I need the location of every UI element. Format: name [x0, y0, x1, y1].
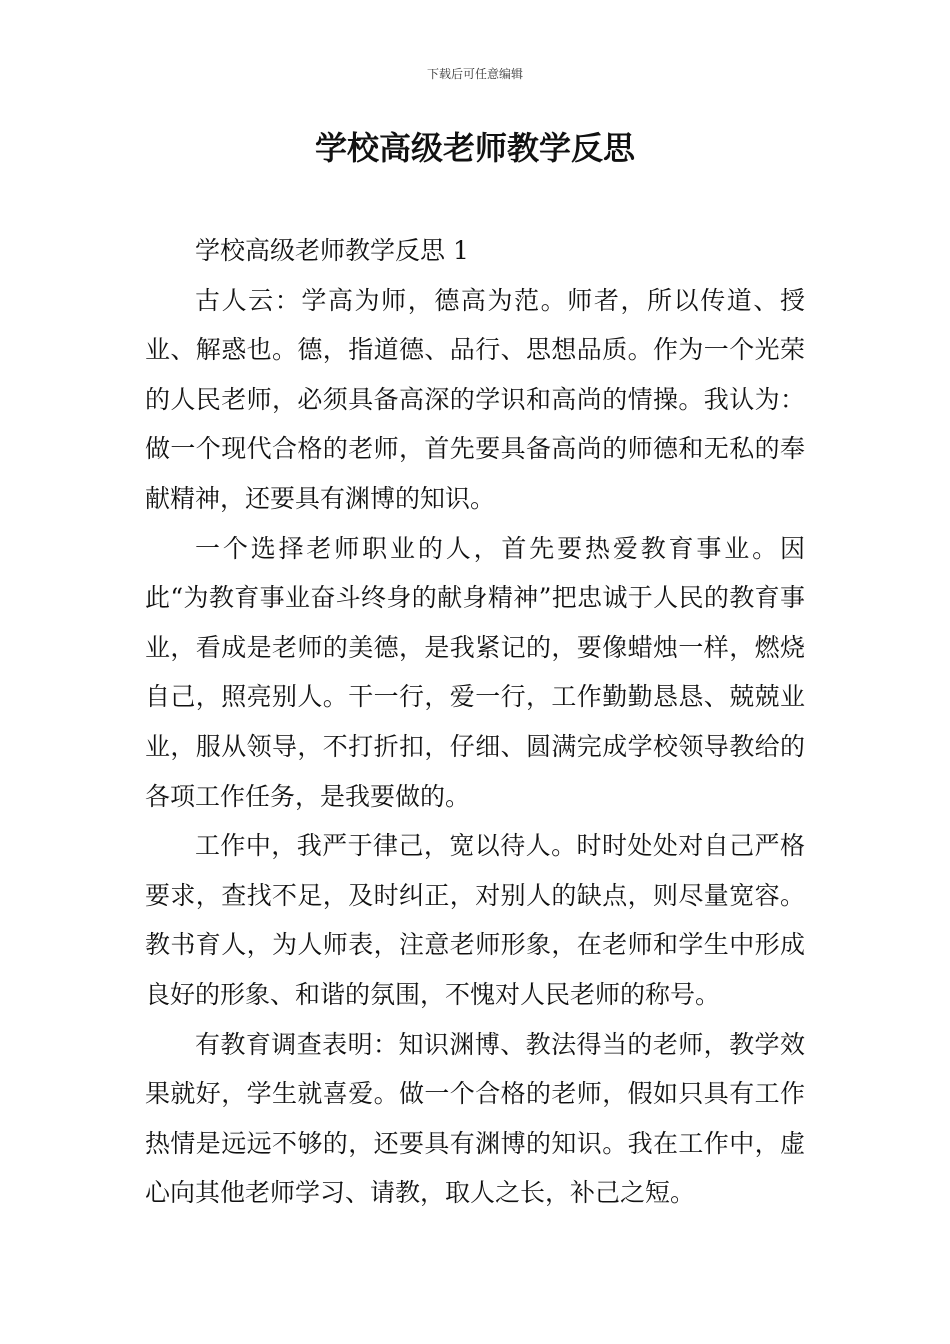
paragraph: 一个选择老师职业的人，首先要热爱教育事业。因此“为教育事业奋斗终身的献身精神”把忠诚于人民的教育事业，看成是老师的美德，是我紧记的，要像蜡烛一样，燃烧自己，照亮别人。干一行，爱一行，工作勤勤恳恳、兢兢业业，服从领导，不打折扣，仔细、圆满完成学校领导教给的各项工作任务，是我要做的。 — [145, 533, 805, 811]
section-heading: 学校高级老师教学反思 1 — [195, 236, 469, 265]
paragraph: 有教育调查表明：知识渊博、教法得当的老师，教学效果就好，学生就喜爱。做一个合格的老师，假如只具有工作热情是远远不够的，还要具有渊博的知识。我在工作中，虚心向其他老师学习、请教，取人之长，补己之短。 — [145, 1029, 805, 1208]
document-title: 学校高级老师教学反思 — [314, 129, 635, 167]
page-header-note: 下载后可任意编辑 — [426, 67, 523, 81]
document-body — [145, 226, 805, 1218]
paragraph: 工作中，我严于律己，宽以待人。时时处处对自己严格要求，查找不足，及时纠正，对别人的缺点，则尽量宽容。教书育人，为人师表，注意老师形象，在老师和学生中形成良好的形象、和谐的氛围，不愧对人民老师的称号。 — [145, 831, 805, 1009]
paragraph: 古人云：学高为师，德高为范。师者，所以传道、授业、解惑也。德，指道德、品行、思想品质。作为一个光荣的人民老师，必须具备高深的学识和高尚的情操。我认为：做一个现代合格的老师，首先要具备高尚的师德和无私的奉献精神，还要具有渊博的知识。 — [145, 285, 805, 513]
